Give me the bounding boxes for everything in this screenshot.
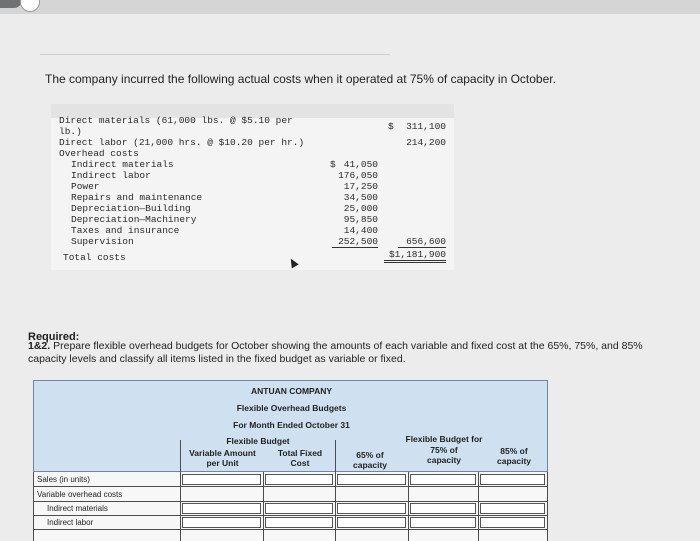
row-label-indirect-materials: Indirect materials — [47, 504, 108, 513]
grid-line — [408, 472, 409, 541]
indirect-labor-variable-input[interactable] — [182, 517, 261, 528]
flexible-budget-table — [33, 380, 548, 541]
direct-labor-label: Direct labor (21,000 hrs. @ $10.20 per hr.) — [59, 137, 305, 148]
col-variable-amount — [181, 448, 264, 468]
indirect-materials-85-input[interactable] — [480, 503, 545, 514]
sales-75-input[interactable] — [410, 474, 476, 485]
grid-line — [33, 529, 548, 530]
indirect-materials-variable-input[interactable] — [182, 503, 261, 514]
indirect-materials-75-input[interactable] — [410, 503, 476, 514]
actual-costs-table — [51, 104, 454, 270]
grid-line — [33, 515, 548, 516]
overhead-item-label: Power — [71, 181, 100, 192]
sales-65-input[interactable] — [337, 474, 406, 485]
sales-variable-input[interactable] — [182, 474, 261, 485]
required-text-cont: capacity levels and classify all items listed in the fixed budget as variable or fixed. — [28, 353, 406, 365]
col-65-capacity — [336, 450, 404, 470]
grand-total: $1,181,900 — [384, 249, 446, 263]
overhead-item-amount: 252,500 — [332, 236, 378, 248]
col-label: capacity — [496, 456, 532, 466]
indirect-labor-65-input[interactable] — [337, 517, 406, 528]
table-header — [33, 380, 548, 472]
flexible-budget-for-header: Flexible Budget for — [405, 434, 483, 444]
required-text: Prepare flexible overhead budgets for October showing the amounts of each variable and fixed cost at the 65%, 75%, and 85% — [50, 340, 643, 352]
col-total-fixed — [264, 448, 336, 468]
company-name: ANTUAN COMPANY — [250, 386, 333, 396]
overhead-item-label: Repairs and maintenance — [71, 192, 203, 203]
overhead-item-label: Indirect materials — [71, 159, 174, 170]
grid-line — [335, 440, 336, 541]
direct-materials-label: Direct materials (61,000 lbs. @ $5.10 per — [59, 115, 293, 126]
overhead-item-amount: 17,250 — [343, 181, 378, 192]
overhead-item-label: Supervision — [71, 236, 134, 247]
direct-materials-dollar: $ — [388, 121, 394, 132]
divider — [40, 54, 390, 55]
col-label: capacity — [352, 460, 388, 470]
budget-title: Flexible Overhead Budgets — [236, 403, 347, 413]
required-heading: Required: — [28, 331, 80, 343]
col-label: Cost — [290, 458, 310, 468]
flexible-budget-header: Flexible Budget — [226, 436, 290, 446]
indirect-labor-fixed-input[interactable] — [265, 517, 333, 528]
budget-period: For Month Ended October 31 — [233, 420, 350, 430]
overhead-item-amount: 41,050 — [343, 159, 378, 170]
overhead-item-amount: 95,850 — [343, 214, 378, 225]
indirect-materials-fixed-input[interactable] — [265, 503, 333, 514]
indirect-materials-65-input[interactable] — [337, 503, 406, 514]
tab-chip — [0, 0, 22, 8]
col-label: Total Fixed — [277, 448, 323, 458]
browser-top-strip — [0, 0, 700, 14]
col-label: capacity — [426, 455, 462, 465]
overhead-item-label: Taxes and insurance — [71, 225, 180, 236]
total-costs-label: Total costs — [63, 252, 126, 263]
grid-line — [263, 472, 264, 541]
row-label-sales: Sales (in units) — [37, 475, 90, 484]
grid-line — [547, 472, 548, 541]
overhead-item-amount: 176,050 — [338, 170, 378, 181]
overhead-item-label: Depreciation—Machinery — [71, 214, 197, 225]
overhead-label: Overhead costs — [59, 148, 139, 159]
intro-text: The company incurred the following actual costs when it operated at 75% of capacity in October. — [45, 72, 556, 86]
indirect-labor-85-input[interactable] — [480, 517, 545, 528]
overhead-item-amount: 34,500 — [343, 192, 378, 203]
overhead-item-label: Depreciation—Building — [71, 203, 191, 214]
overhead-total: 656,600 — [398, 236, 446, 248]
overhead-item-label: Indirect labor — [71, 170, 151, 181]
overhead-item-dollar: $ — [330, 159, 336, 170]
scroll-indicator-icon — [20, 0, 40, 12]
row-label-indirect-labor: Indirect labor — [47, 518, 94, 527]
required-instructions — [28, 340, 700, 366]
col-label: 75% of — [430, 445, 458, 455]
required-part: 1&2. — [28, 340, 51, 352]
direct-materials-label-cont: lb.) — [59, 126, 82, 137]
indirect-labor-75-input[interactable] — [410, 517, 476, 528]
col-label: per Unit — [206, 458, 239, 468]
direct-labor-total: 214,200 — [406, 137, 446, 148]
overhead-item-amount: 25,000 — [343, 203, 378, 214]
grid-line — [180, 440, 181, 541]
grid-line — [33, 501, 548, 502]
col-label: 65% of — [356, 450, 384, 460]
sales-fixed-input[interactable] — [265, 474, 333, 485]
sales-85-input[interactable] — [480, 474, 545, 485]
grid-line — [33, 486, 548, 487]
row-label-variable-overhead: Variable overhead costs — [37, 490, 123, 499]
overhead-item-amount: 14,400 — [343, 225, 378, 236]
direct-materials-total: 311,100 — [406, 121, 446, 132]
col-label: Variable Amount — [189, 448, 256, 458]
col-label: 85% of — [500, 446, 528, 456]
col-85-capacity — [479, 446, 549, 466]
grid-line — [478, 472, 479, 541]
col-75-capacity — [409, 445, 479, 465]
grid-line — [33, 472, 34, 541]
